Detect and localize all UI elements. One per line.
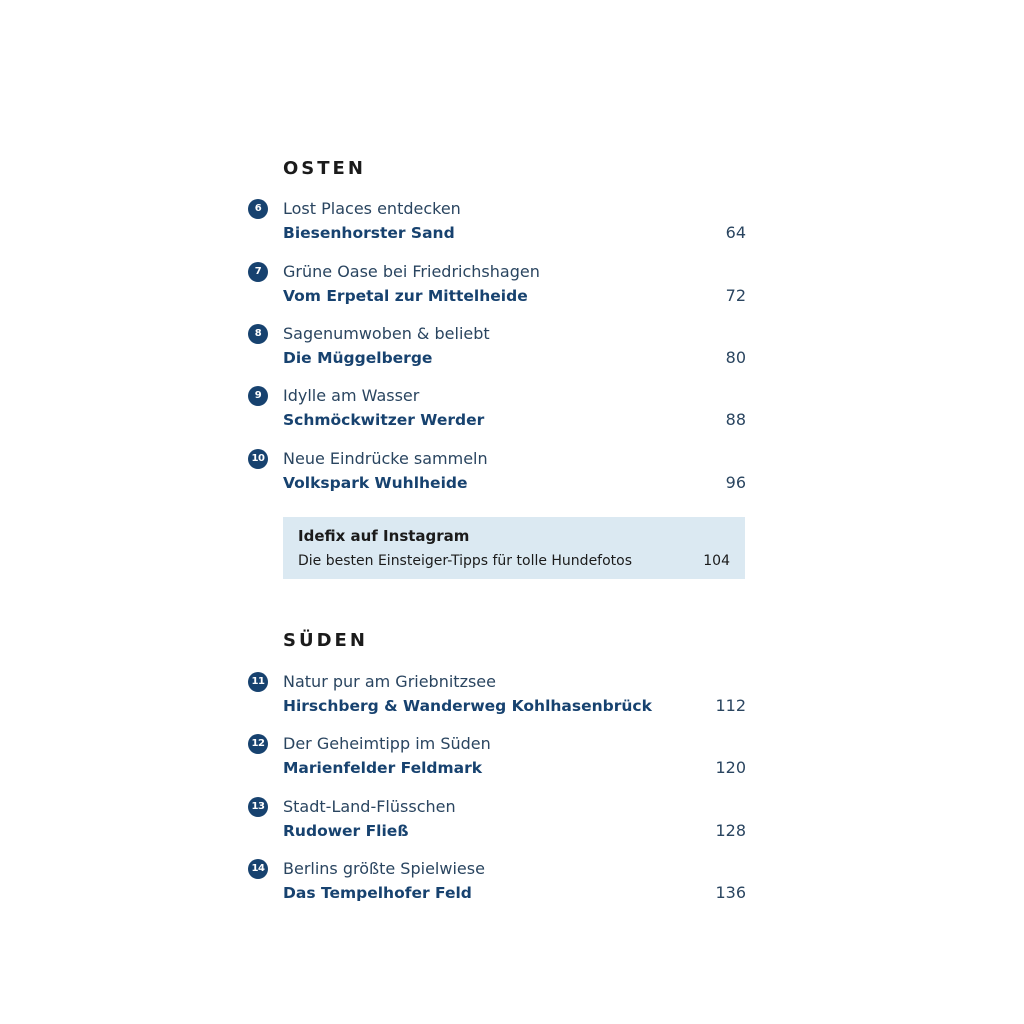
entry-title: Rudower Fließ (283, 822, 409, 840)
entry-title: Das Tempelhofer Feld (283, 884, 472, 902)
toc-entry-8[interactable] (244, 324, 746, 372)
entry-subtitle: Idylle am Wasser (283, 386, 420, 405)
entry-title: Schmöckwitzer Werder (283, 411, 485, 429)
toc-entry-9[interactable] (244, 386, 746, 434)
entry-page-number: 64 (725, 223, 746, 242)
number-badge: 8 (248, 324, 268, 344)
section-heading-osten: OSTEN (283, 158, 366, 179)
toc-entry-11[interactable] (244, 672, 746, 720)
entry-subtitle: Berlins größte Spielwiese (283, 859, 485, 878)
entry-title: Biesenhorster Sand (283, 224, 455, 242)
toc-entry-13[interactable] (244, 797, 746, 845)
entry-title: Marienfelder Feldmark (283, 759, 483, 777)
number-badge: 10 (248, 449, 268, 469)
toc-entry-10[interactable] (244, 449, 746, 497)
instagram-info-box[interactable] (283, 517, 745, 579)
number-badge: 13 (248, 797, 268, 817)
entry-subtitle: Der Geheimtipp im Süden (283, 734, 491, 753)
entry-title: Hirschberg & Wanderweg Kohlhasenbrück (283, 697, 652, 715)
entry-subtitle: Natur pur am Griebnitzsee (283, 672, 496, 691)
entry-subtitle: Grüne Oase bei Friedrichshagen (283, 262, 540, 281)
number-badge: 12 (248, 734, 268, 754)
entry-subtitle: Sagenumwoben & beliebt (283, 324, 490, 343)
toc-entry-12[interactable] (244, 734, 746, 782)
toc-entry-6[interactable] (244, 199, 746, 247)
entry-subtitle: Lost Places entdecken (283, 199, 461, 218)
toc-entry-14[interactable] (244, 859, 746, 907)
number-badge: 11 (248, 672, 268, 692)
entry-title: Die Müggelberge (283, 349, 433, 367)
entry-subtitle: Neue Eindrücke sammeln (283, 449, 488, 468)
entry-page-number: 72 (725, 286, 746, 305)
number-badge: 9 (248, 386, 268, 406)
entry-page-number: 128 (715, 821, 746, 840)
entry-page-number: 88 (725, 410, 746, 429)
number-badge: 6 (248, 199, 268, 219)
entry-page-number: 96 (725, 473, 746, 492)
toc-entry-7[interactable] (244, 262, 746, 310)
entry-page-number: 136 (715, 883, 746, 902)
number-badge: 7 (248, 262, 268, 282)
entry-title: Volkspark Wuhlheide (283, 474, 468, 492)
info-box-page-number: 104 (703, 553, 730, 569)
entry-title: Vom Erpetal zur Mittelheide (283, 287, 528, 305)
info-box-text: Die besten Einsteiger-Tipps für tolle Hundefotos (298, 553, 633, 569)
entry-page-number: 112 (715, 696, 746, 715)
entry-page-number: 80 (725, 348, 746, 367)
section-heading-sueden: SÜDEN (283, 630, 368, 651)
entry-subtitle: Stadt-Land-Flüsschen (283, 797, 456, 816)
info-box-title: Idefix auf Instagram (298, 527, 470, 545)
number-badge: 14 (248, 859, 268, 879)
entry-page-number: 120 (715, 758, 746, 777)
